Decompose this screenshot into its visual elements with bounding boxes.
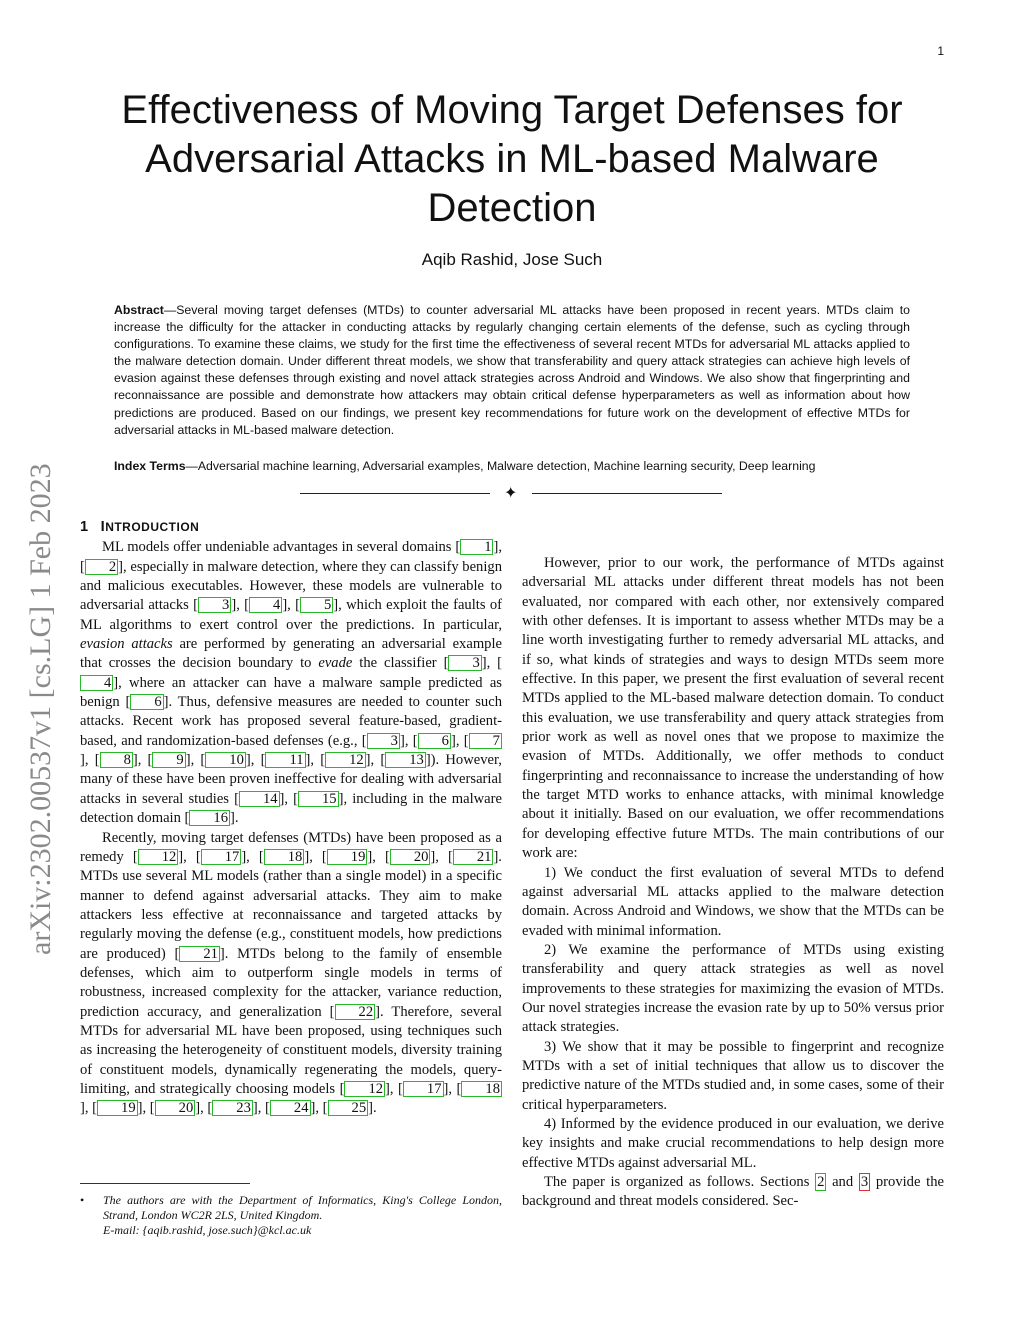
section-number: 1: [80, 519, 89, 535]
citation[interactable]: 19: [97, 1100, 138, 1116]
citation[interactable]: 12: [325, 752, 366, 768]
citation[interactable]: 9: [152, 752, 185, 768]
paper-title: Effectiveness of Moving Target Defenses for Adversarial Attacks in ML-based Malware Detection: [121, 88, 903, 230]
contribution-1: 1) We conduct the first evaluation of several MTDs to defend against adversarial ML attacks applied to the malware detection domain. Across Android and Windows, we show that the MTDs can be evaded with minimal information.: [522, 864, 944, 939]
citation[interactable]: 1: [460, 539, 493, 555]
right-column: [522, 554, 944, 1212]
citation[interactable]: 4: [80, 675, 113, 691]
section-heading: [80, 518, 502, 537]
citation[interactable]: 14: [239, 791, 280, 807]
citation[interactable]: 19: [327, 849, 368, 865]
section-divider: [300, 484, 724, 504]
citation[interactable]: 15: [298, 791, 339, 807]
citation[interactable]: 2: [85, 559, 118, 575]
citation[interactable]: 20: [390, 849, 431, 865]
citation[interactable]: 21: [453, 849, 494, 865]
section-ref[interactable]: 3: [860, 1174, 869, 1190]
page-number: 1: [937, 44, 944, 58]
citation[interactable]: 18: [461, 1081, 502, 1097]
intro-paragraph-2: Recently, moving target defenses (MTDs) have been proposed as a remedy [ 12 ], [ 17 ], [ 18 ], [ 19 ], [ 20 ], [ 21 ]. MTDs use several ML models (rather than a single model) in a specific manner to defend against adversarial attacks. They aim to make attackers less effective at reconnaissance and targeted attacks by regularly moving the defense (e.g., constituent models, how predictions are produced) [ 21 ]. MTDs belong to the family of ensemble defenses, which aim to outperform single models in terms of robustness, increased complexity for the attacker, variance reduction, prediction accuracy, and generalization [ 22 ]. Therefore, several MTDs for adversarial ML have been proposed, using techniques such as increasing the heterogeneity of constituent models, diversity training of constituent models, dynamically regenerating the models, query-limiting, and strategically choosing models [ 12 ], [ 17 ], [ 18], [ 19 ], [ 20 ], [ 23 ], [ 24 ], [ 25 ].: [80, 829, 502, 1117]
citation[interactable]: 3: [367, 733, 400, 749]
footnote-rule: [80, 1183, 250, 1184]
citation[interactable]: 12: [344, 1081, 385, 1097]
footnote: [80, 1193, 502, 1238]
citation[interactable]: 7: [469, 733, 502, 749]
citation[interactable]: 3: [198, 597, 231, 613]
contribution-2: 2) We examine the performance of MTDs using existing transferability and query attack strategies as well as novel improvements to these strategies for maximizing the evasion of MTDs. Our novel strategies increase the evasion rate by up to 50% versus prior attack strategies.: [522, 941, 944, 1036]
citation[interactable]: 20: [155, 1100, 196, 1116]
footnote-email: E-mail: {aqib.rashid, jose.such}@kcl.ac.uk: [103, 1223, 312, 1237]
section-ref[interactable]: 2: [817, 1174, 825, 1190]
divider-diamond-icon: ✦: [504, 485, 518, 502]
section-title-initial: I: [100, 519, 106, 535]
contribution-3: 3) We show that it may be possible to fingerprint and recognize MTDs with a set of initial techniques that allow us to discover the predictive nature of the MTDs studied and, in some cases, some of their critical hyperparameters.: [522, 1038, 944, 1113]
citation[interactable]: 22: [335, 1004, 376, 1020]
left-column: [80, 518, 502, 1119]
section-title-rest: NTRODUCTION: [105, 520, 200, 534]
citation[interactable]: 18: [264, 849, 305, 865]
divider-line-left: [300, 493, 490, 494]
abstract-text: —Several moving target defenses (MTDs) to counter adversarial ML attacks have been proposed in recent years. MTDs claim to increase the difficulty for the attacker in conducting attacks by regularly changing certain elements of the defense, such as cycling through configurations. To examine these claims, we study for the first time the effectiveness of several recent MTDs for adversarial ML attacks applied to the malware detection domain. Under different threat models, we show that transferability and query attack strategies can achieve high levels of evasion against these defenses through existing and novel attack strategies across Android and Windows. We also show that fingerprinting and reconnaissance are possible and demonstrate how attackers may obtain critical defense hyperparameters as well as information about how predictions are produced. Based on our findings, we present key recommendations for future work on the development of effective MTDs for adversarial attacks in ML-based malware detection.: [114, 303, 910, 437]
footnote-affiliation: The authors are with the Department of Informatics, King's College London, Strand, London WC2R 2LS, United Kingdom.: [103, 1193, 502, 1222]
citation[interactable]: 21: [179, 946, 220, 962]
footnote-bullet: •: [80, 1193, 85, 1207]
abstract: [114, 302, 910, 439]
citation[interactable]: 3: [448, 655, 481, 671]
citation[interactable]: 25: [328, 1100, 369, 1116]
citation[interactable]: 6: [418, 733, 451, 749]
citation[interactable]: 11: [265, 752, 305, 768]
contribution-4: 4) Informed by the evidence produced in our evaluation, we derive key insights and make crucial recommendations to help design more effective MTDs against adversarial ML.: [522, 1115, 944, 1171]
citation[interactable]: 23: [212, 1100, 253, 1116]
divider-line-right: [532, 493, 722, 494]
citation[interactable]: 10: [205, 752, 246, 768]
paper-organization: The paper is organized as follows. Sections 2 and 3 provide the background and threat models considered. Sec-: [522, 1174, 944, 1210]
citation[interactable]: 17: [201, 849, 242, 865]
citation[interactable]: 16: [189, 810, 230, 826]
citation[interactable]: 6: [130, 694, 163, 710]
citation[interactable]: 12: [138, 849, 179, 865]
citation[interactable]: 13: [385, 752, 426, 768]
citation[interactable]: 4: [249, 597, 282, 613]
intro-paragraph-3: However, prior to our work, the performance of MTDs against adversarial ML attacks under different threat models has not been evaluated, nor compared with each other, nor extensively compared with other defenses. It is important to assess whether MTDs may be a line worth investigating further to remedy adversarial ML attacks, and if so, what kinds of strategies and ways to design MTDs seem more effective. In this paper, we present the first evaluation of several recent MTDs applied to the ML-based malware detection domain. To conduct this evaluation, we use transferability and query attack strategies from prior work as well as novel ones that we propose to maximize the evasion of MTDs. Additionally, we offer methods to conduct fingerprinting and reconnaissance to increase the understanding of how the target MTD works to enhance attacks, with minimal knowledge about it initially. Based on our evaluation, we offer recommendations for developing effective future MTDs. The main contributions of our work are:: [522, 555, 944, 862]
citation[interactable]: 24: [270, 1100, 311, 1116]
citation[interactable]: 5: [300, 597, 333, 613]
intro-paragraph-1: ML models offer undeniable advantages in several domains [ 1 ], [ 2 ], especially in malware detection, where they can classify benign and malicious executables. However, these models are vulnerable to adversarial attacks [ 3 ], [ 4 ], [ 5 ], which exploit the faults of ML algorithms to exert control over the predictions. In particular, evasion attacks are performed by generating an adversarial example that crosses the decision boundary to evade the classifier [ 3 ], [4 ], where an attacker can have a malware sample predicted as benign [ 6 ]. Thus, defensive measures are needed to counter such attacks. Recent work has proposed several feature-based, gradient-based, and randomization-based defenses (e.g., [ 3 ], [ 6 ], [ 7], [ 8 ], [ 9 ], [ 10 ], [ 11 ], [ 12 ], [ 13 ]). However, many of these have been proven ineffective for dealing with adversarial attacks in several studies [ 14 ], [ 15 ], including in the malware detection domain [ 16 ].: [80, 539, 502, 827]
index-terms-label: Index Terms: [114, 459, 186, 473]
citation[interactable]: 8: [100, 752, 133, 768]
arxiv-identifier: arXiv:2302.00537v1 [cs.LG] 1 Feb 2023: [24, 463, 57, 955]
index-terms: [114, 458, 910, 475]
abstract-label: Abstract: [114, 303, 164, 317]
index-terms-text: —Adversarial machine learning, Adversarial examples, Malware detection, Machine learning security, Deep learning: [185, 459, 816, 473]
paper-authors: Aqib Rashid, Jose Such: [421, 250, 603, 269]
citation[interactable]: 17: [403, 1081, 444, 1097]
